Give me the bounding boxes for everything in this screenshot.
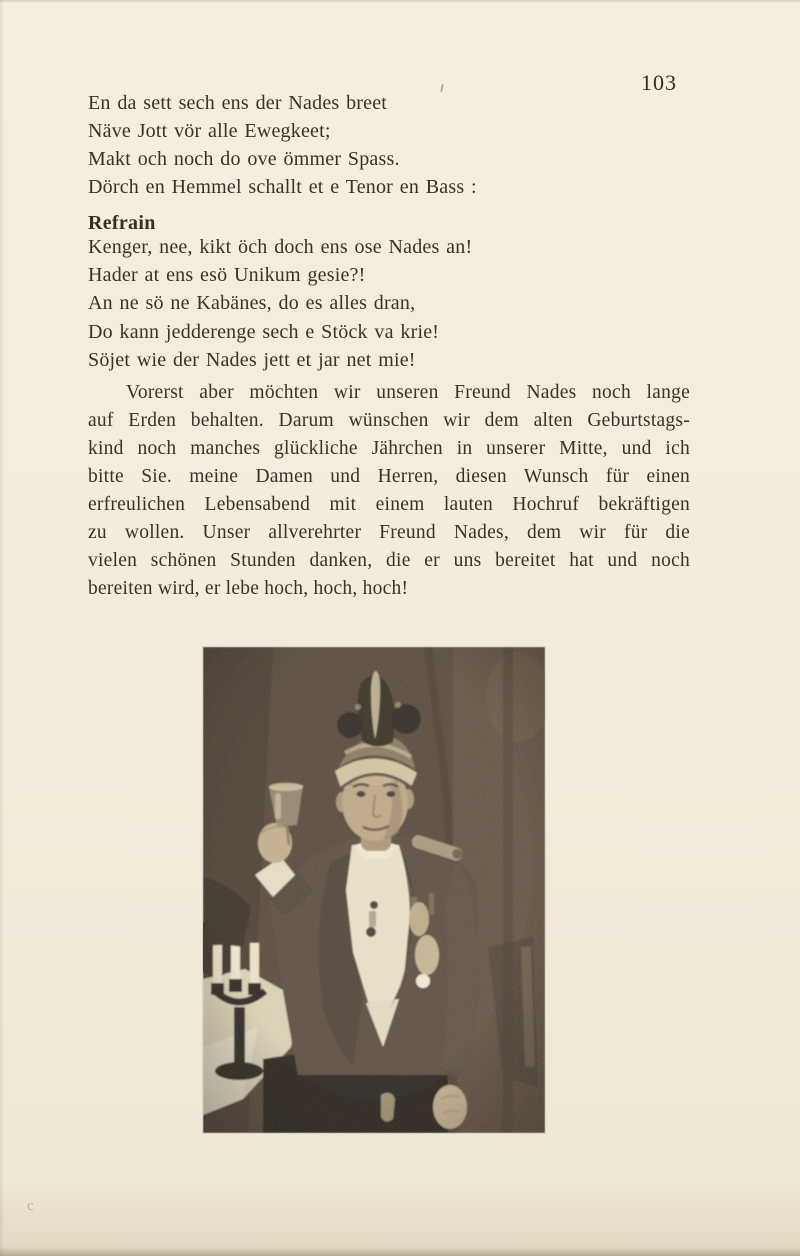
paragraph-line: auf Erden behalten. Darum wünschen wir dem alten Geburtstags- — [88, 410, 690, 431]
paragraph-line: kind noch manches glückliche Jährchen in unserer Mitte, und ich — [88, 438, 690, 459]
refrain-block — [88, 233, 472, 374]
page-edge-shadow-left — [0, 0, 4, 1256]
refrain-line: An ne sö ne Kabänes, do es alles dran, — [88, 292, 416, 315]
paragraph-line: erfreulichen Lebensabend mit einem lauten Hochruf bekräftigen — [88, 494, 690, 515]
closing-paragraph — [88, 379, 690, 603]
verse-line: En da sett sech ens der Nades breet — [88, 92, 388, 114]
verse-block — [88, 89, 477, 201]
refrain-line: Kenger, nee, kikt öch doch ens ose Nades an! — [88, 236, 473, 258]
refrain-heading: Refrain — [88, 212, 156, 234]
paragraph-line: Vorerst aber möchten wir unseren Freund Nades noch lange — [126, 382, 690, 403]
page-edge-shadow-top — [0, 0, 800, 3]
paragraph-line: bitte Sie. meine Damen und Herren, diesen Wunsch für einen — [88, 466, 690, 487]
refrain-line: Hader at ens esö Unikum gesie?! — [88, 264, 366, 287]
stray-mark-letter: c — [27, 1198, 34, 1214]
page-number: 103 — [641, 70, 677, 95]
refrain-line: Söjet wie der Nades jett et jar net mie! — [88, 348, 416, 371]
page-edge-shadow-bottom — [0, 1247, 800, 1256]
verse-line: Dörch en Hemmel schallt et e Tenor en Bass : — [88, 176, 477, 198]
paragraph-line: bereiten wird, er lebe hoch, hoch, hoch! — [88, 578, 409, 599]
photo-man-toasting — [203, 647, 545, 1133]
verse-line: Näve Jott vör alle Ewegkeet; — [88, 120, 331, 142]
paragraph-line: zu wollen. Unser allverehrter Freund Nades, dem wir für die — [88, 522, 690, 543]
verse-line: Makt och noch do ove ömmer Spass. — [88, 148, 400, 170]
refrain-line: Do kann jedderenge sech e Stöck va krie! — [88, 320, 440, 343]
paragraph-line: vielen schönen Stunden danken, die er uns bereitet hat und noch — [88, 550, 690, 571]
